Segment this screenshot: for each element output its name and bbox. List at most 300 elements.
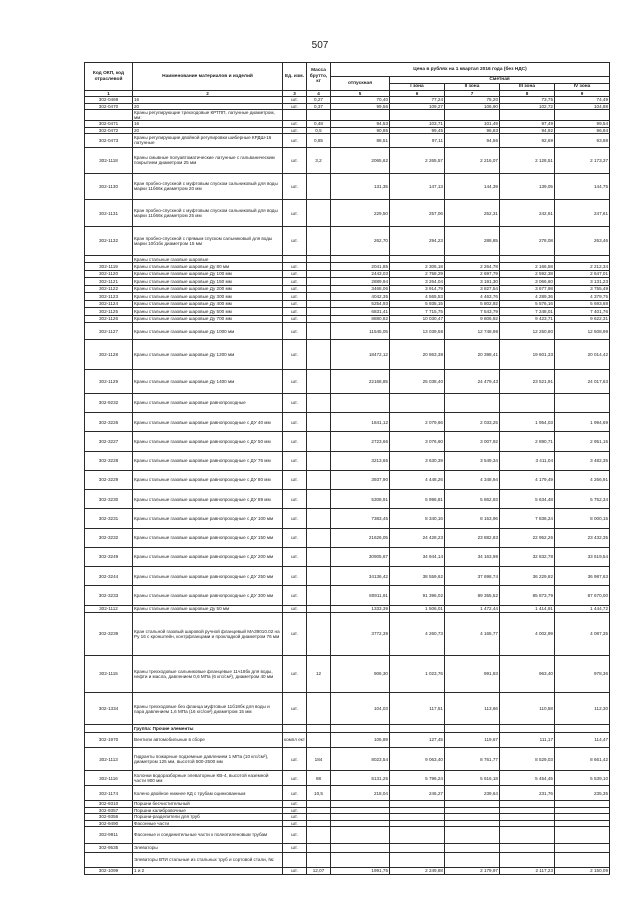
cell-unit: шт. — [283, 432, 307, 451]
cell-price-zone-4: 4 087,35 — [555, 613, 610, 656]
table-row — [85, 255, 610, 262]
cell-name: Вентили автомобильные в сборе — [133, 732, 283, 747]
column-number: 4 — [307, 91, 331, 97]
cell-unit: шт. — [283, 103, 307, 109]
cell-name: Краны стальные газовые шаровые Ду 1200 мм — [133, 340, 283, 370]
page-number: 507 — [311, 40, 329, 51]
cell-mass: 3,2 — [307, 147, 331, 173]
cell-code: 302-9232 — [85, 393, 133, 412]
cell-price-zone-2: 89 355,52 — [445, 586, 500, 605]
cell-mass: 10,5 — [307, 786, 331, 801]
cell-price-zone-3 — [500, 255, 555, 262]
cell-price-zone-2: 2 179,97 — [445, 867, 500, 874]
cell-price-zone-4: 9 622,31 — [555, 315, 610, 322]
cell-price-zone-2: 7 543,79 — [445, 308, 500, 315]
cell-price-zone-1 — [390, 844, 445, 853]
cell-price-zone-4: 2 173,37 — [555, 147, 610, 173]
header-unit: Ед. изм. — [283, 63, 307, 91]
cell-code: 302-0471 — [85, 121, 133, 127]
column-number: 1 — [85, 91, 133, 97]
table-row — [85, 586, 610, 605]
cell-price-zone-4: 96,94 — [555, 127, 610, 133]
cell-code: 302-1115 — [85, 655, 133, 692]
cell-unit: шт. — [283, 528, 307, 547]
cell-price-zone-1: 8 340,16 — [390, 509, 445, 528]
cell-price-zone-4: 7 401,76 — [555, 308, 610, 315]
cell-mass — [307, 270, 331, 277]
header-estimate: Сметная — [390, 77, 610, 84]
cell-price-release: 94,53 — [331, 121, 390, 127]
cell-price-release: 5308,91 — [331, 490, 390, 509]
cell-unit: шт. — [283, 308, 307, 315]
cell-price-zone-3: 9 423,71 — [500, 315, 555, 322]
cell-price-zone-3: 231,76 — [500, 786, 555, 801]
cell-price-release: 104,03 — [331, 693, 390, 725]
cell-price-zone-3: 1 954,03 — [500, 413, 555, 432]
cell-name: Краны трехходовые без фланца муфтовые 11б18бк для воды и пара давлением 1,6 МПа (16 кгс/см²) диаметром 15 мм — [133, 693, 283, 725]
cell-name: Краны трехходовые сальниковые фланцевые 11ч18бк для воды, нефти и масла, давлением 0,6 МПа (6 кгс/см²), диаметром 40 мм — [133, 655, 283, 692]
cell-unit: шт. — [283, 807, 307, 813]
cell-price-release: 2889,94 — [331, 278, 390, 285]
table-row — [85, 470, 610, 489]
cell-name: Кран пробно-спускной с муфтовым спуском сальниковый для воды марки 11б66к диаметром 20 мм — [133, 173, 283, 200]
cell-name: Элеваторы — [133, 844, 283, 853]
cell-price-zone-1: 5 935,15 — [390, 300, 445, 307]
cell-price-zone-4: 36 987,63 — [555, 567, 610, 586]
cell-price-release — [331, 255, 390, 262]
cell-price-release: 80911,91 — [331, 586, 390, 605]
cell-mass — [307, 315, 331, 322]
cell-price-zone-3 — [500, 826, 555, 843]
cell-price-zone-1: 38 559,62 — [390, 567, 445, 586]
cell-name: Группа: Прочие элементы — [133, 725, 283, 732]
cell-price-zone-2: 75,20 — [445, 97, 500, 103]
cell-price-zone-2: 5 616,18 — [445, 771, 500, 786]
cell-price-zone-1: 24 428,23 — [390, 528, 445, 547]
cell-unit: шт. — [283, 693, 307, 725]
cell-price-release: 2065,62 — [331, 147, 390, 173]
cell-price-zone-1: 257,06 — [390, 200, 445, 227]
cell-unit: шт. — [283, 200, 307, 227]
cell-unit — [283, 109, 307, 121]
cell-unit: шт. — [283, 121, 307, 127]
cell-mass — [307, 413, 331, 432]
table-row — [85, 867, 610, 874]
cell-code: 302-3232 — [85, 528, 133, 547]
cell-price-zone-1: 9 063,40 — [390, 747, 445, 771]
table-row — [85, 725, 610, 732]
cell-price-zone-4: 5 693,68 — [555, 300, 610, 307]
cell-unit: шт. — [283, 278, 307, 285]
cell-code — [85, 852, 133, 867]
cell-price-zone-4: 104,88 — [555, 103, 610, 109]
cell-mass — [307, 451, 331, 470]
cell-price-zone-2 — [445, 725, 500, 732]
cell-code: 302-0469 — [85, 97, 133, 103]
cell-price-zone-4: 263,46 — [555, 227, 610, 256]
cell-price-release: 5254,93 — [331, 300, 390, 307]
cell-name: 16 — [133, 121, 283, 127]
cell-unit: шт. — [283, 293, 307, 300]
cell-unit: шт. — [283, 547, 307, 566]
cell-price-zone-1: 2 265,57 — [390, 147, 445, 173]
cell-price-zone-2: 2 264,78 — [445, 263, 500, 270]
table-row — [85, 109, 610, 121]
header-mass: Масса брутто, кг — [307, 63, 331, 91]
cell-price-zone-1 — [390, 852, 445, 867]
cell-unit: шт. — [283, 814, 307, 820]
cell-price-zone-1 — [390, 725, 445, 732]
cell-price-release: 106,89 — [331, 732, 390, 747]
cell-name: Краны стальные газовые шаровые Ду 150 мм — [133, 278, 283, 285]
cell-unit: шт. — [283, 801, 307, 807]
table-row — [85, 605, 610, 612]
cell-unit: шт. — [283, 227, 307, 256]
cell-unit: шт. — [283, 826, 307, 843]
cell-price-zone-3 — [500, 844, 555, 853]
cell-price-zone-4: 74,49 — [555, 97, 610, 103]
cell-code: 302-1128 — [85, 340, 133, 370]
cell-price-zone-3: 92,69 — [500, 133, 555, 147]
table-row — [85, 771, 610, 786]
cell-mass — [307, 323, 331, 340]
cell-mass — [307, 509, 331, 528]
cell-price-zone-3: 110,58 — [500, 693, 555, 725]
cell-price-zone-4 — [555, 844, 610, 853]
cell-price-zone-1: 25 038,40 — [390, 370, 445, 394]
cell-name: Краны стальные газовые шаровые равнопроходные с ДУ 100 мм — [133, 509, 283, 528]
cell-mass: 12 — [307, 655, 331, 692]
cell-unit: компл ект — [283, 732, 307, 747]
cell-price-zone-3 — [500, 725, 555, 732]
cell-price-zone-2: 119,67 — [445, 732, 500, 747]
cell-price-zone-2: 3 549,34 — [445, 451, 500, 470]
table-row — [85, 732, 610, 747]
cell-unit: шт. — [283, 613, 307, 656]
cell-price-release: 1991,75 — [331, 867, 390, 874]
cell-price-zone-2 — [445, 393, 500, 412]
cell-price-zone-2: 3 007,92 — [445, 432, 500, 451]
cell-unit — [283, 255, 307, 262]
cell-price-zone-1: 2 758,29 — [390, 270, 445, 277]
table-row — [85, 323, 610, 340]
cell-price-zone-3: 12 250,80 — [500, 323, 555, 340]
cell-price-zone-1: 117,51 — [390, 693, 445, 725]
cell-name: 20 — [133, 103, 283, 109]
table-row — [85, 567, 610, 586]
cell-name: Краны стальные газовые шаровые Ду 100 мм — [133, 270, 283, 277]
cell-price-zone-2: 94,56 — [445, 133, 500, 147]
cell-price-zone-3: 139,05 — [500, 173, 555, 200]
cell-name: Поршни бесчистительный — [133, 801, 283, 807]
cell-unit: шт. — [283, 786, 307, 801]
cell-price-zone-1: 34 944,14 — [390, 547, 445, 566]
column-number: 6 — [390, 91, 445, 97]
header-price-title: Цена в рублях на 1 квартал 2016 года (без НДС) — [331, 63, 610, 77]
cell-price-zone-3: 36 229,82 — [500, 567, 555, 586]
cell-price-zone-3: 1 414,91 — [500, 605, 555, 612]
cell-price-zone-3: 4 179,49 — [500, 470, 555, 489]
cell-mass: 0,48 — [307, 121, 331, 127]
table-row — [85, 308, 610, 315]
cell-price-zone-1: 7 715,75 — [390, 308, 445, 315]
cell-price-zone-3: 5 634,48 — [500, 490, 555, 509]
cell-price-zone-4: 978,36 — [555, 655, 610, 692]
cell-price-zone-3: 19 601,33 — [500, 340, 555, 370]
cell-price-zone-3: 111,17 — [500, 732, 555, 747]
cell-name: Краны стальные газовые шаровые Ду 300 мм — [133, 293, 283, 300]
cell-code: 302-3244 — [85, 567, 133, 586]
cell-price-zone-2: 5 802,92 — [445, 300, 500, 307]
table-row — [85, 528, 610, 547]
cell-price-zone-3: 3 677,98 — [500, 285, 555, 292]
cell-price-zone-1: 3 914,79 — [390, 285, 445, 292]
cell-mass — [307, 263, 331, 270]
column-number: 5 — [331, 91, 390, 97]
cell-code — [85, 255, 133, 262]
cell-price-release: 262,70 — [331, 227, 390, 256]
cell-unit — [283, 725, 307, 732]
cell-price-zone-4: 99,54 — [555, 121, 610, 127]
cell-price-release: 5131,25 — [331, 771, 390, 786]
cell-mass — [307, 200, 331, 227]
cell-price-zone-1 — [390, 393, 445, 412]
cell-price-zone-2: 12 748,98 — [445, 323, 500, 340]
cell-code: 302-1123 — [85, 293, 133, 300]
cell-price-release: 11545,05 — [331, 323, 390, 340]
cell-name: Краны стальные газовые шаровые равнопроходные с ДУ 80 мм — [133, 470, 283, 489]
cell-unit: шт. — [283, 147, 307, 173]
cell-price-release: 3937,90 — [331, 470, 390, 489]
cell-price-zone-3: 2 117,23 — [500, 867, 555, 874]
cell-price-zone-2: 4 348,94 — [445, 470, 500, 489]
cell-mass — [307, 732, 331, 747]
cell-price-zone-2: 9 806,92 — [445, 315, 500, 322]
cell-name: Фасонные и соединительные части к полиэтиленовым трубам — [133, 826, 283, 843]
cell-price-zone-4: 2 647,01 — [555, 270, 610, 277]
cell-price-zone-3: 242,61 — [500, 200, 555, 227]
cell-code: 302-3227 — [85, 432, 133, 451]
cell-name: Краны стальные газовые шаровые Ду 700 мм — [133, 315, 283, 322]
cell-unit: шт. — [283, 413, 307, 432]
cell-code: 302-1122 — [85, 285, 133, 292]
table-row — [85, 270, 610, 277]
cell-price-zone-4 — [555, 852, 610, 867]
cell-unit: шт. — [283, 567, 307, 586]
cell-name: Краны смывные полуавтоматические латунные с гальваническим покрытием диаметром 25 мм — [133, 147, 283, 173]
cell-price-zone-2: 23 882,83 — [445, 528, 500, 547]
cell-name: Краны стальные газовые шаровые Ду 400 мм — [133, 300, 283, 307]
cell-price-release: 88,51 — [331, 133, 390, 147]
cell-price-zone-3 — [500, 393, 555, 412]
table-row — [85, 613, 610, 656]
cell-code: 302-3233 — [85, 586, 133, 605]
cell-mass — [307, 567, 331, 586]
table-row — [85, 844, 610, 853]
column-number: 3 — [283, 91, 307, 97]
table-row — [85, 147, 610, 173]
cell-code: 302-1121 — [85, 278, 133, 285]
cell-price-release: 131,35 — [331, 173, 390, 200]
cell-code: 302-3229 — [85, 470, 133, 489]
cell-price-zone-4: 87 670,00 — [555, 586, 610, 605]
cell-price-zone-1: 1 023,76 — [390, 655, 445, 692]
cell-mass — [307, 393, 331, 412]
cell-name: Краны стальные газовые шаровые Ду 80 мм — [133, 263, 283, 270]
cell-code: 302-1132 — [85, 227, 133, 256]
cell-price-zone-1: 13 039,58 — [390, 323, 445, 340]
cell-mass — [307, 613, 331, 656]
cell-price-zone-4: 8 661,42 — [555, 747, 610, 771]
cell-code: 302-1129 — [85, 370, 133, 394]
cell-code: 302-9535 — [85, 844, 133, 853]
cell-price-zone-1: 127,45 — [390, 732, 445, 747]
cell-name: Фасонные части — [133, 820, 283, 826]
cell-price-release: 2723,66 — [331, 432, 390, 451]
cell-price-zone-4: 93,68 — [555, 133, 610, 147]
table-row — [85, 432, 610, 451]
cell-price-zone-2: 1 472,44 — [445, 605, 500, 612]
cell-mass — [307, 278, 331, 285]
cell-price-zone-1: 2 306,18 — [390, 263, 445, 270]
column-number: 8 — [500, 91, 555, 97]
cell-name: Краны стальные газовые шаровые Ду 200 мм — [133, 285, 283, 292]
cell-price-zone-4: 1 444,72 — [555, 605, 610, 612]
cell-name: Краны регулирующие трехходовые КРТПП, латунные диаметром, мм: — [133, 109, 283, 121]
cell-code: 302-9490 — [85, 820, 133, 826]
cell-mass: 12,07 — [307, 867, 331, 874]
cell-price-release — [331, 852, 390, 867]
cell-code: 302-3230 — [85, 490, 133, 509]
cell-price-zone-1: 3 076,60 — [390, 432, 445, 451]
cell-code: 302-3231 — [85, 509, 133, 528]
cell-mass: 0,5 — [307, 127, 331, 133]
cell-price-release: 229,50 — [331, 200, 390, 227]
cell-code: 302-9310 — [85, 801, 133, 807]
cell-code: 302-9911 — [85, 826, 133, 843]
cell-name: Краны стальные газовые шаровые равнопроходные с ДУ 89 мм — [133, 490, 283, 509]
cell-price-zone-4: 112,30 — [555, 693, 610, 725]
cell-unit: шт. — [283, 300, 307, 307]
cell-price-zone-2: 37 698,74 — [445, 567, 500, 586]
cell-price-zone-3: 23 521,91 — [500, 370, 555, 394]
cell-price-zone-3: 94,92 — [500, 127, 555, 133]
cell-code: 302-3226 — [85, 413, 133, 432]
table-row — [85, 173, 610, 200]
cell-price-zone-3: 3 411,04 — [500, 451, 555, 470]
cell-price-zone-4: 3 755,49 — [555, 285, 610, 292]
cell-price-zone-1: 246,27 — [390, 786, 445, 801]
table-row — [85, 451, 610, 470]
cell-code: 302-9356 — [85, 814, 133, 820]
cell-price-release: 906,30 — [331, 655, 390, 692]
cell-price-zone-2: 5 862,93 — [445, 490, 500, 509]
cell-price-release: 70,40 — [331, 97, 390, 103]
cell-price-zone-2 — [445, 255, 500, 262]
cell-price-zone-4: 2 951,15 — [555, 432, 610, 451]
cell-unit: шт. — [283, 97, 307, 103]
cell-name: Кран пробно-спускной с прямым спуском сальниковый для воды марки 10б1бк диаметром 15 мм — [133, 227, 283, 256]
cell-mass — [307, 470, 331, 489]
cell-price-zone-3: 5 454,45 — [500, 771, 555, 786]
cell-unit: шт. — [283, 820, 307, 826]
cell-price-zone-3: 7 248,01 — [500, 308, 555, 315]
cell-price-zone-4: 4 379,75 — [555, 293, 610, 300]
cell-price-zone-4: 235,35 — [555, 786, 610, 801]
cell-mass — [307, 293, 331, 300]
cell-price-release: 3213,65 — [331, 451, 390, 470]
cell-price-zone-2: 144,39 — [445, 173, 500, 200]
cell-price-zone-2: 4 463,76 — [445, 293, 500, 300]
cell-name: Краны стальные газовые шаровые Ду 1000 мм — [133, 323, 283, 340]
cell-unit: шт. — [283, 867, 307, 874]
cell-name: Краны стальные газовые шаровые равнопроходные с ДУ 200 мм — [133, 547, 283, 566]
cell-price-zone-1: 3 264,04 — [390, 278, 445, 285]
table-row — [85, 133, 610, 147]
cell-price-release: 6831,41 — [331, 308, 390, 315]
cell-name: Краны стальные газовые шаровые равнопроходные с ДУ 300 мм — [133, 586, 283, 605]
cell-name: Колено двойное нижнее КД с трубам оцинкованным — [133, 786, 283, 801]
table-row — [85, 293, 610, 300]
cell-name: Краны стальные газовые шаровые равнопроходные с ДУ 50 мм — [133, 432, 283, 451]
cell-price-zone-3: 102,72 — [500, 103, 555, 109]
cell-unit: шт. — [283, 270, 307, 277]
cell-price-zone-3: 2 128,51 — [500, 147, 555, 173]
table-row — [85, 340, 610, 370]
cell-mass — [307, 173, 331, 200]
cell-price-zone-1: 77,24 — [390, 97, 445, 103]
table-row — [85, 826, 610, 843]
cell-name: Кран стальной газовый шаровой ручной фланцевый МА39010.02 на Ру 16 с кронштейн, контрфланцами и прокладкой диаметром 76 мм — [133, 613, 283, 656]
cell-unit: шт. — [283, 133, 307, 147]
cell-unit: шт. — [283, 490, 307, 509]
cell-name: Краны регулирующие двойной регулировки шиберные КРДШ-16 латунные — [133, 133, 283, 147]
cell-mass — [307, 693, 331, 725]
cell-price-release: 2041,85 — [331, 263, 390, 270]
cell-mass: 0,27 — [307, 97, 331, 103]
cell-name: Краны стальные газовые шаровые равнопроходные с ДУ 150 мм — [133, 528, 283, 547]
cell-price-release: 1333,39 — [331, 605, 390, 612]
table-row — [85, 300, 610, 307]
cell-mass — [307, 285, 331, 292]
column-number: 2 — [133, 91, 283, 97]
cell-price-release: 1841,12 — [331, 413, 390, 432]
cell-unit: шт. — [283, 127, 307, 133]
cell-name: Краны стальные газовые шаровые равнопроходные — [133, 393, 283, 412]
cell-unit: шт. — [283, 844, 307, 853]
column-number: 9 — [555, 91, 610, 97]
cell-code: 302-1112 — [85, 605, 133, 612]
cell-code: 302-3228 — [85, 451, 133, 470]
cell-price-zone-4: 23 432,35 — [555, 528, 610, 547]
cell-name: Колонки водоразборные элеваторные КВ-4, высотой наземной части 900 мм — [133, 771, 283, 786]
cell-mass — [307, 255, 331, 262]
cell-price-zone-3: 2 166,58 — [500, 263, 555, 270]
cell-price-zone-3: 2 890,71 — [500, 432, 555, 451]
cell-mass — [307, 605, 331, 612]
cell-price-zone-2: 3 827,54 — [445, 285, 500, 292]
cell-price-release: 7383,45 — [331, 509, 390, 528]
table-row — [85, 490, 610, 509]
cell-price-zone-4: 2 150,09 — [555, 867, 610, 874]
cell-price-release: 8880,82 — [331, 315, 390, 322]
cell-price-zone-2: 106,90 — [445, 103, 500, 109]
cell-price-zone-1: 147,13 — [390, 173, 445, 200]
cell-name: Краны стальные газовые шаровые равнопроходные с ДУ 76 мм — [133, 451, 283, 470]
cell-unit: шт. — [283, 370, 307, 394]
table-row — [85, 315, 610, 322]
cell-price-zone-1: 1 506,01 — [390, 605, 445, 612]
